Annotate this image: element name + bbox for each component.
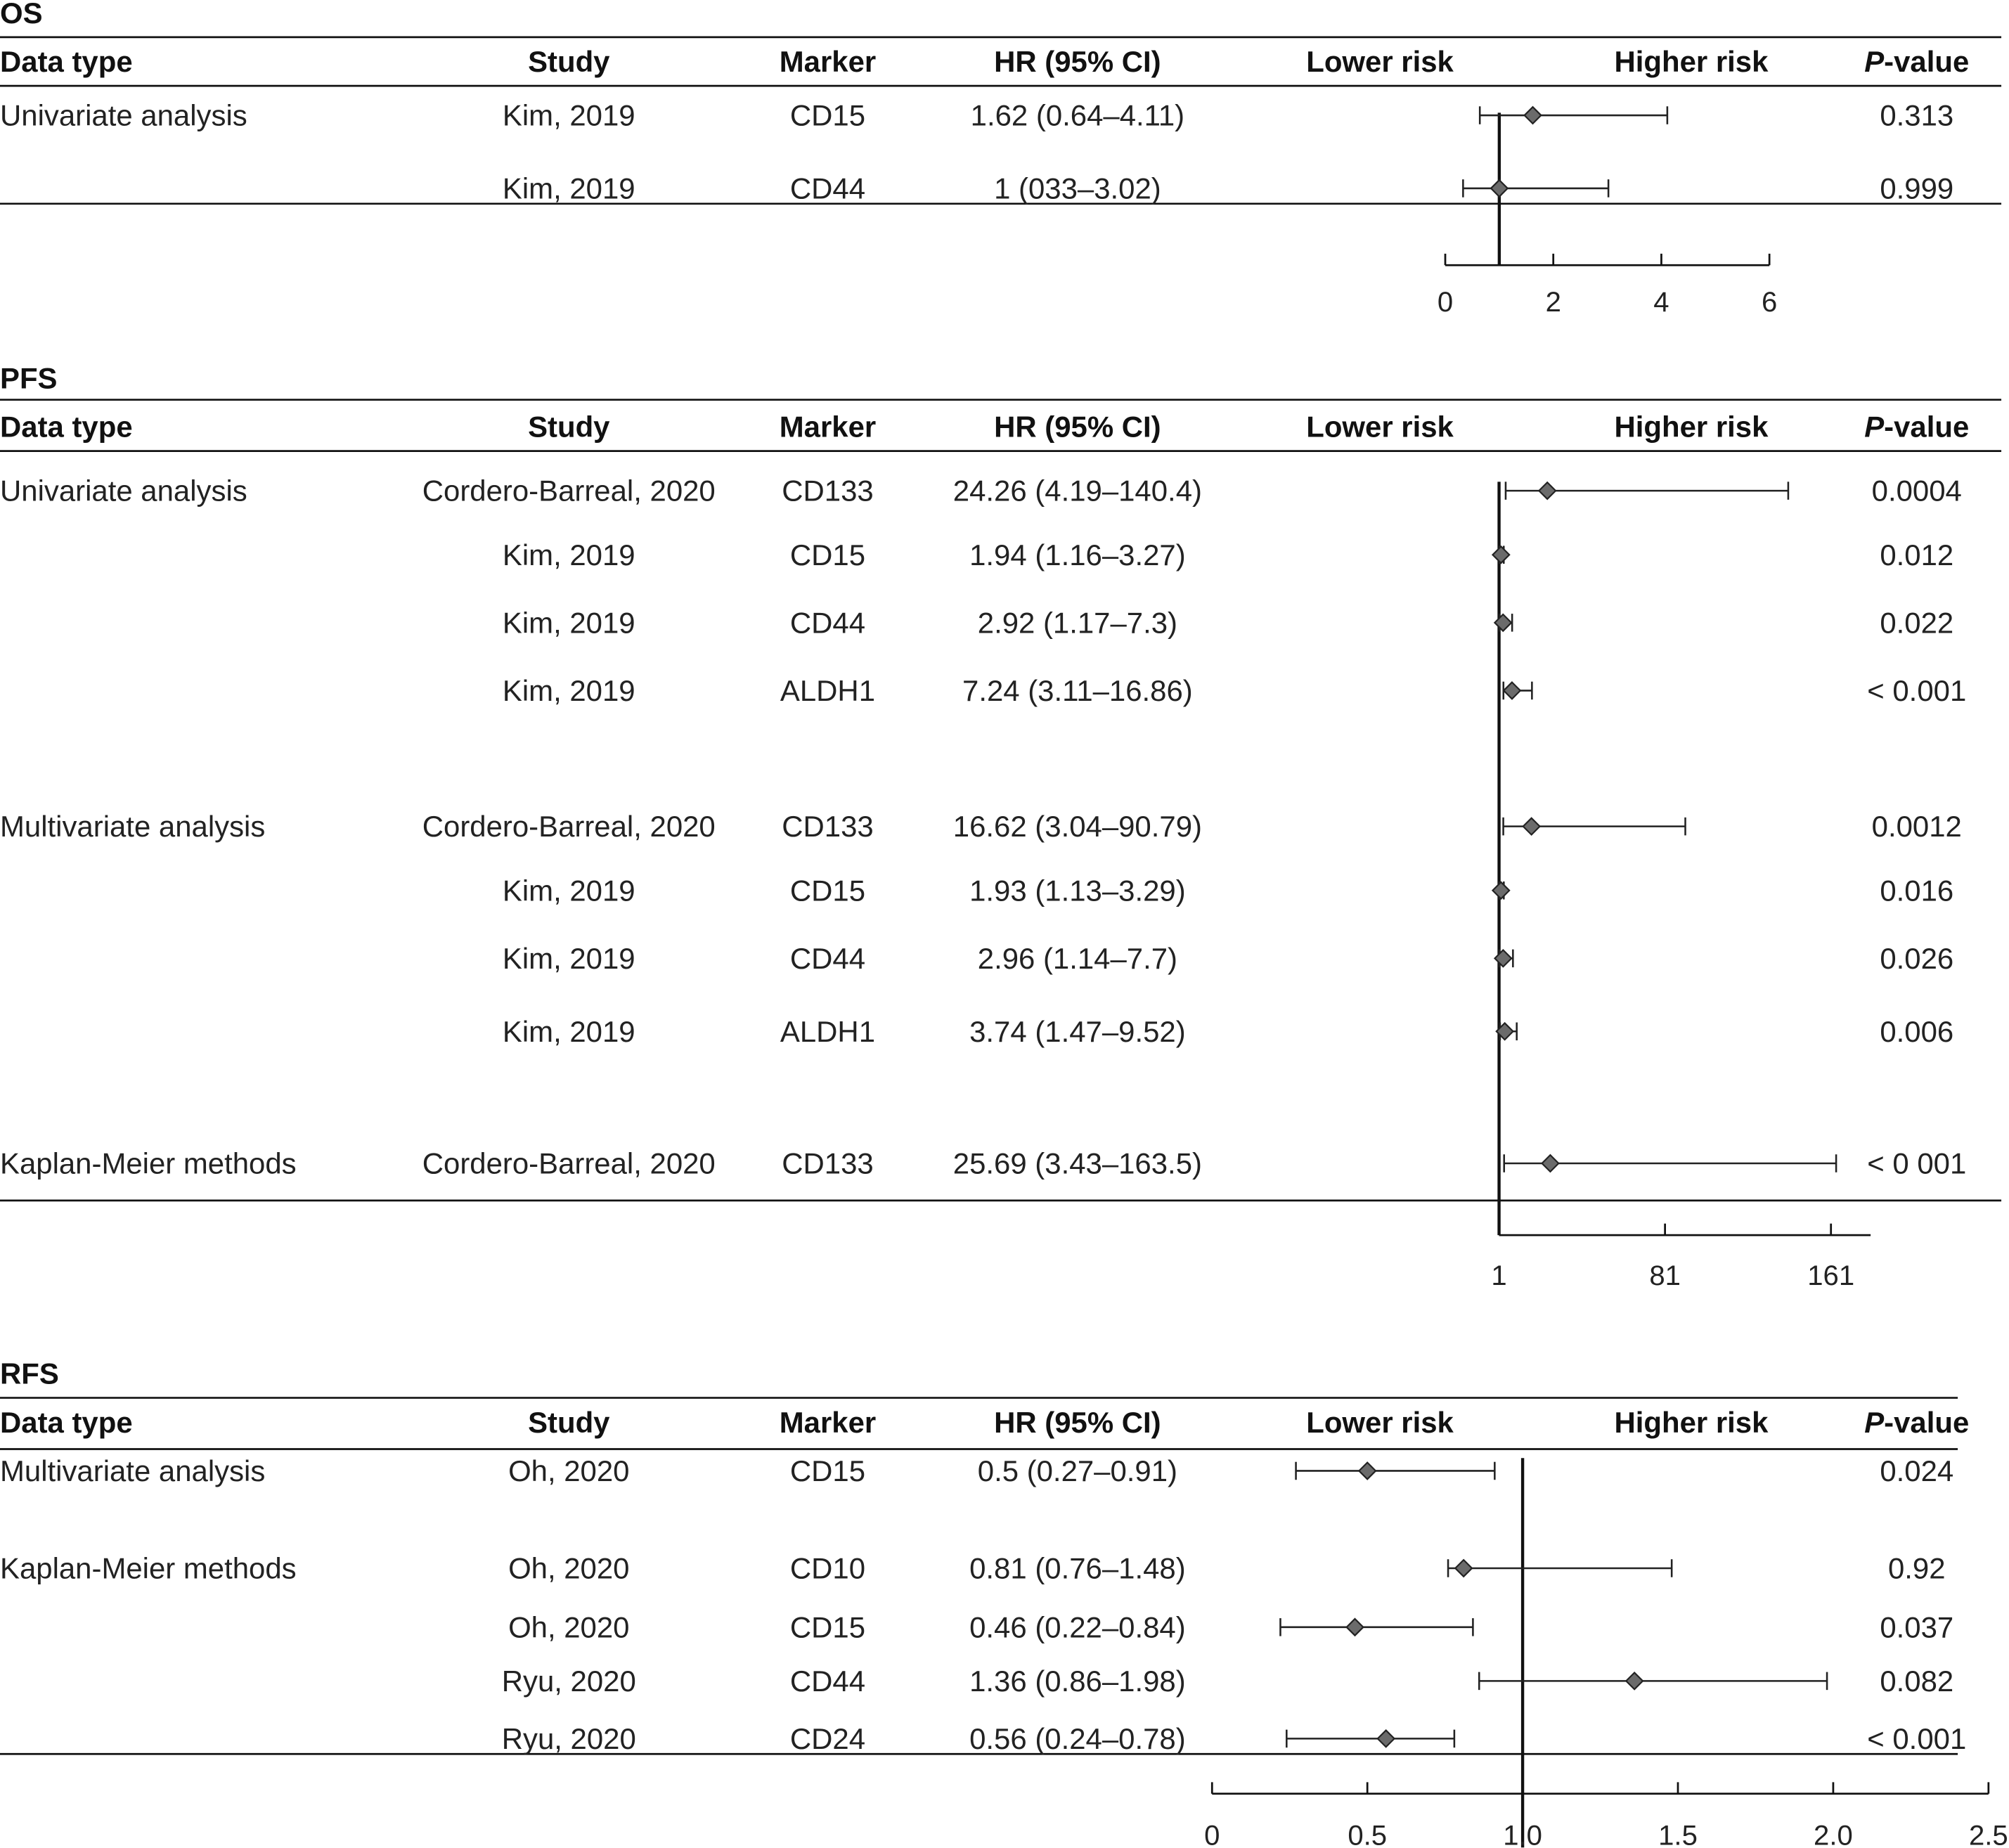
panel-os-row-marker: CD15 bbox=[789, 98, 866, 132]
panel-rfs-row-hr-ci: 1.36 (0.86–1.98) bbox=[969, 1664, 1186, 1698]
panel-rfs-header-p-value bbox=[1864, 1406, 1969, 1439]
panel-pfs-row-study: Cordero-Barreal, 2020 bbox=[422, 1146, 716, 1180]
panel-os-header-marker: Marker bbox=[779, 45, 877, 79]
panel-pfs-row-marker: CD133 bbox=[782, 810, 874, 844]
panel-rfs-row-study: Oh, 2020 bbox=[508, 1551, 630, 1585]
panel-rfs-header-marker: Marker bbox=[779, 1405, 877, 1439]
panel-rfs-row-point-estimate bbox=[1455, 1560, 1472, 1577]
panel-os-row-group-label: Univariate analysis bbox=[0, 98, 247, 132]
panel-pfs-row-p-value: < 0 001 bbox=[1867, 1146, 1967, 1180]
panel-rfs-row-hr-ci: 0.5 (0.27–0.91) bbox=[977, 1454, 1178, 1488]
panel-pfs-row-p-value: 0.006 bbox=[1880, 1014, 1954, 1048]
panel-rfs-row-group-label: Multivariate analysis bbox=[0, 1454, 266, 1488]
panel-pfs-row-marker: CD44 bbox=[789, 941, 866, 975]
panel-pfs-row-p-value: 0.022 bbox=[1880, 606, 1954, 640]
panel-pfs-row-point-estimate bbox=[1539, 482, 1556, 499]
panel-pfs-header-higher-risk: Higher risk bbox=[1614, 410, 1769, 444]
panel-pfs-row-hr-ci: 24.26 (4.19–140.4) bbox=[952, 474, 1202, 508]
panel-pfs-row-point-estimate bbox=[1523, 818, 1540, 835]
panel-os-row-hr-ci: 1.62 (0.64–4.11) bbox=[970, 98, 1185, 132]
panel-pfs-row-hr-ci: 2.96 (1.14–7.7) bbox=[977, 941, 1178, 975]
panel-os-row-point-estimate bbox=[1525, 107, 1542, 124]
panel-rfs-row-p-value: 0.082 bbox=[1880, 1664, 1954, 1698]
panel-pfs-row-point-estimate bbox=[1494, 614, 1511, 631]
panel-rfs-x-tick-label: 2.5 bbox=[1968, 1820, 2008, 1848]
panel-rfs-title: RFS bbox=[0, 1357, 59, 1390]
panel-rfs-row-p-value: 0.024 bbox=[1880, 1454, 1954, 1488]
p-italic: P bbox=[1864, 45, 1885, 79]
panel-pfs-x-tick-label: 81 bbox=[1649, 1260, 1681, 1292]
panel-rfs-row-point-estimate bbox=[1347, 1619, 1364, 1636]
panel-pfs-row-hr-ci: 25.69 (3.43–163.5) bbox=[952, 1146, 1202, 1180]
panel-rfs-header-lower-risk: Lower risk bbox=[1306, 1405, 1454, 1439]
panel-rfs-row-point-estimate bbox=[1378, 1731, 1395, 1747]
panel-pfs-row-hr-ci: 16.62 (3.04–90.79) bbox=[952, 810, 1202, 844]
panel-rfs-x-tick-label: 0 bbox=[1204, 1820, 1220, 1848]
panel-os-row-p-value: 0.313 bbox=[1880, 98, 1954, 132]
panel-pfs-row-study: Kim, 2019 bbox=[502, 874, 635, 907]
panel-os-header-p-value bbox=[1864, 45, 1969, 78]
panel-pfs-header-data-type: Data type bbox=[0, 410, 133, 444]
panel-rfs-row-p-value: < 0.001 bbox=[1867, 1721, 1967, 1755]
panel-pfs-row-p-value: < 0.001 bbox=[1867, 674, 1967, 708]
panel-rfs-row-group-label: Kaplan-Meier methods bbox=[0, 1551, 297, 1585]
panel-pfs-row-hr-ci: 1.94 (1.16–3.27) bbox=[969, 538, 1186, 571]
panel-rfs-row-marker: CD15 bbox=[789, 1610, 866, 1644]
panel-pfs-row-study: Cordero-Barreal, 2020 bbox=[422, 810, 716, 844]
panel-pfs-row-study: Cordero-Barreal, 2020 bbox=[422, 474, 716, 508]
panel-rfs-x-tick-label: 2.0 bbox=[1814, 1820, 1853, 1848]
panel-os-row-study: Kim, 2019 bbox=[502, 98, 635, 132]
panel-rfs-row-study: Ryu, 2020 bbox=[501, 1664, 636, 1698]
panel-rfs-row-hr-ci: 0.81 (0.76–1.48) bbox=[969, 1551, 1186, 1585]
panel-rfs-row-study: Ryu, 2020 bbox=[501, 1721, 636, 1755]
panel-pfs-row-p-value: 0.0012 bbox=[1871, 810, 1962, 844]
p-suffix: -value bbox=[1884, 410, 1970, 444]
panel-pfs-row-marker: ALDH1 bbox=[780, 1014, 876, 1048]
panel-os-row-marker: CD44 bbox=[789, 172, 866, 205]
panel-pfs-row-point-estimate bbox=[1504, 683, 1520, 699]
panel-rfs-x-tick-label: 1.0 bbox=[1503, 1820, 1542, 1848]
panel-pfs-row-p-value: 0.0004 bbox=[1871, 474, 1962, 508]
panel-pfs-header-p-value bbox=[1864, 411, 1969, 444]
panel-os-x-tick-label: 4 bbox=[1653, 286, 1669, 318]
panel-pfs-row-group-label: Multivariate analysis bbox=[0, 810, 266, 844]
panel-pfs-row-marker: CD15 bbox=[789, 538, 866, 571]
panel-os-header-hr: HR (95% CI) bbox=[994, 45, 1161, 79]
panel-pfs-row-hr-ci: 7.24 (3.11–16.86) bbox=[962, 674, 1193, 708]
panel-os-row-hr-ci: 1 (033–3.02) bbox=[994, 172, 1161, 205]
panel-os-row-point-estimate bbox=[1491, 180, 1508, 197]
panel-pfs-row-group-label: Kaplan-Meier methods bbox=[0, 1146, 297, 1180]
panel-pfs-row-point-estimate bbox=[1494, 950, 1511, 967]
panel-pfs-row-p-value: 0.016 bbox=[1880, 874, 1954, 907]
panel-pfs-row-marker: ALDH1 bbox=[780, 674, 876, 708]
panel-pfs-row-hr-ci: 2.92 (1.17–7.3) bbox=[977, 606, 1178, 640]
panel-os-header-data-type: Data type bbox=[0, 45, 133, 79]
panel-os-row-p-value: 0.999 bbox=[1880, 172, 1954, 205]
p-suffix: -value bbox=[1884, 45, 1970, 79]
panel-pfs-x-tick-label: 161 bbox=[1807, 1260, 1855, 1292]
panel-pfs-row-point-estimate bbox=[1492, 546, 1509, 563]
p-italic: P bbox=[1864, 1405, 1885, 1439]
panel-pfs-row-p-value: 0.012 bbox=[1880, 538, 1954, 571]
panel-rfs-row-p-value: 0.92 bbox=[1887, 1551, 1946, 1585]
p-suffix: -value bbox=[1884, 1405, 1970, 1439]
panel-os-row-study: Kim, 2019 bbox=[502, 172, 635, 205]
panel-pfs-row-study: Kim, 2019 bbox=[502, 941, 635, 975]
panel-os-x-tick-label: 2 bbox=[1545, 286, 1561, 318]
panel-rfs-row-marker: CD15 bbox=[789, 1454, 866, 1488]
panel-pfs-row-group-label: Univariate analysis bbox=[0, 474, 247, 508]
panel-os-x-tick-label: 0 bbox=[1437, 286, 1454, 318]
panel-rfs-header-higher-risk: Higher risk bbox=[1614, 1405, 1769, 1439]
panel-rfs-row-point-estimate bbox=[1626, 1673, 1643, 1690]
panel-pfs-row-hr-ci: 1.93 (1.13–3.29) bbox=[969, 874, 1186, 907]
panel-pfs-row-marker: CD133 bbox=[782, 474, 874, 508]
panel-rfs-header-data-type: Data type bbox=[0, 1405, 133, 1439]
panel-pfs-row-study: Kim, 2019 bbox=[502, 538, 635, 571]
panel-pfs-row-hr-ci: 3.74 (1.47–9.52) bbox=[969, 1014, 1186, 1048]
panel-os-header-study: Study bbox=[528, 45, 610, 79]
panel-rfs-x-tick-label: 0.5 bbox=[1348, 1820, 1388, 1848]
panel-pfs-header-lower-risk: Lower risk bbox=[1306, 410, 1454, 444]
panel-pfs-header-study: Study bbox=[528, 410, 610, 444]
p-italic: P bbox=[1864, 410, 1885, 444]
panel-pfs-row-marker: CD133 bbox=[782, 1146, 874, 1180]
panel-pfs-row-study: Kim, 2019 bbox=[502, 606, 635, 640]
panel-rfs-row-marker: CD24 bbox=[789, 1721, 866, 1755]
panel-pfs-row-study: Kim, 2019 bbox=[502, 674, 635, 708]
panel-pfs-row-marker: CD44 bbox=[789, 606, 866, 640]
panel-os-header-higher-risk: Higher risk bbox=[1614, 45, 1769, 79]
panel-rfs-row-hr-ci: 0.56 (0.24–0.78) bbox=[969, 1721, 1186, 1755]
panel-rfs-x-tick-label: 1.5 bbox=[1658, 1820, 1698, 1848]
panel-pfs-row-p-value: 0.026 bbox=[1880, 941, 1954, 975]
panel-pfs-row-study: Kim, 2019 bbox=[502, 1014, 635, 1048]
panel-pfs-header-hr: HR (95% CI) bbox=[994, 410, 1161, 444]
panel-pfs-row-point-estimate bbox=[1542, 1155, 1559, 1172]
panel-rfs-row-hr-ci: 0.46 (0.22–0.84) bbox=[969, 1610, 1186, 1644]
panel-rfs-header-study: Study bbox=[528, 1405, 610, 1439]
panel-rfs-row-marker: CD10 bbox=[789, 1551, 866, 1585]
panel-os-x-tick-label: 6 bbox=[1762, 286, 1778, 318]
panel-rfs-header-hr: HR (95% CI) bbox=[994, 1405, 1161, 1439]
panel-rfs-row-study: Oh, 2020 bbox=[508, 1454, 630, 1488]
panel-rfs-row-point-estimate bbox=[1359, 1463, 1376, 1480]
panel-rfs-row-marker: CD44 bbox=[789, 1664, 866, 1698]
panel-pfs-x-tick-label: 1 bbox=[1491, 1260, 1507, 1292]
panel-rfs-row-study: Oh, 2020 bbox=[508, 1610, 630, 1644]
panel-os-title: OS bbox=[0, 0, 43, 30]
panel-pfs-header-marker: Marker bbox=[779, 410, 877, 444]
panel-pfs-title: PFS bbox=[0, 361, 58, 395]
panel-pfs-row-point-estimate bbox=[1492, 882, 1509, 899]
panel-pfs-row-marker: CD15 bbox=[789, 874, 866, 907]
panel-rfs-row-p-value: 0.037 bbox=[1880, 1610, 1954, 1644]
panel-os-header-lower-risk: Lower risk bbox=[1306, 45, 1454, 79]
